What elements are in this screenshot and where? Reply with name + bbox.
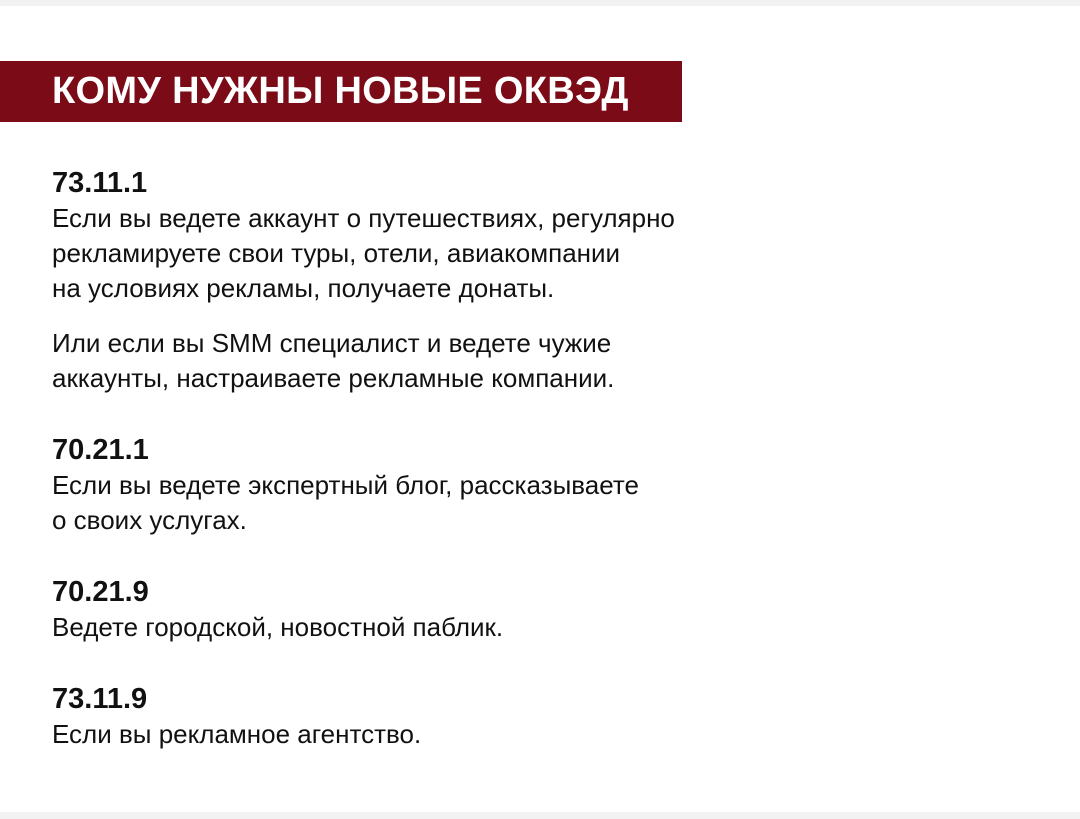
- okved-section: [52, 681, 812, 752]
- okved-description: Ведете городской, новостной паблик.: [52, 612, 504, 642]
- okved-section: [52, 432, 812, 538]
- okved-section: [52, 165, 812, 396]
- okved-description: Или если вы SMM специалист и ведете чужие аккаунты, настраиваете рекламные компании.: [52, 328, 615, 393]
- okved-code: 73.11.9: [52, 683, 148, 715]
- page-title: КОМУ НУЖНЫ НОВЫЕ ОКВЭД: [52, 70, 629, 112]
- okved-section: [52, 574, 812, 645]
- okved-description: Если вы ведете аккаунт о путешествиях, регулярно рекламируете свои туры, отели, авиакомпании на условиях рекламы, получаете донаты.: [52, 203, 675, 303]
- okved-code: 70.21.9: [52, 576, 149, 608]
- slide: [0, 6, 1080, 812]
- okved-code: 73.11.1: [52, 167, 148, 199]
- okved-description: Если вы ведете экспертный блог, рассказываете о своих услугах.: [52, 470, 639, 535]
- content: [52, 165, 812, 752]
- title-banner: [0, 61, 682, 122]
- okved-description: Если вы рекламное агентство.: [52, 719, 422, 749]
- okved-code: 70.21.1: [52, 434, 149, 466]
